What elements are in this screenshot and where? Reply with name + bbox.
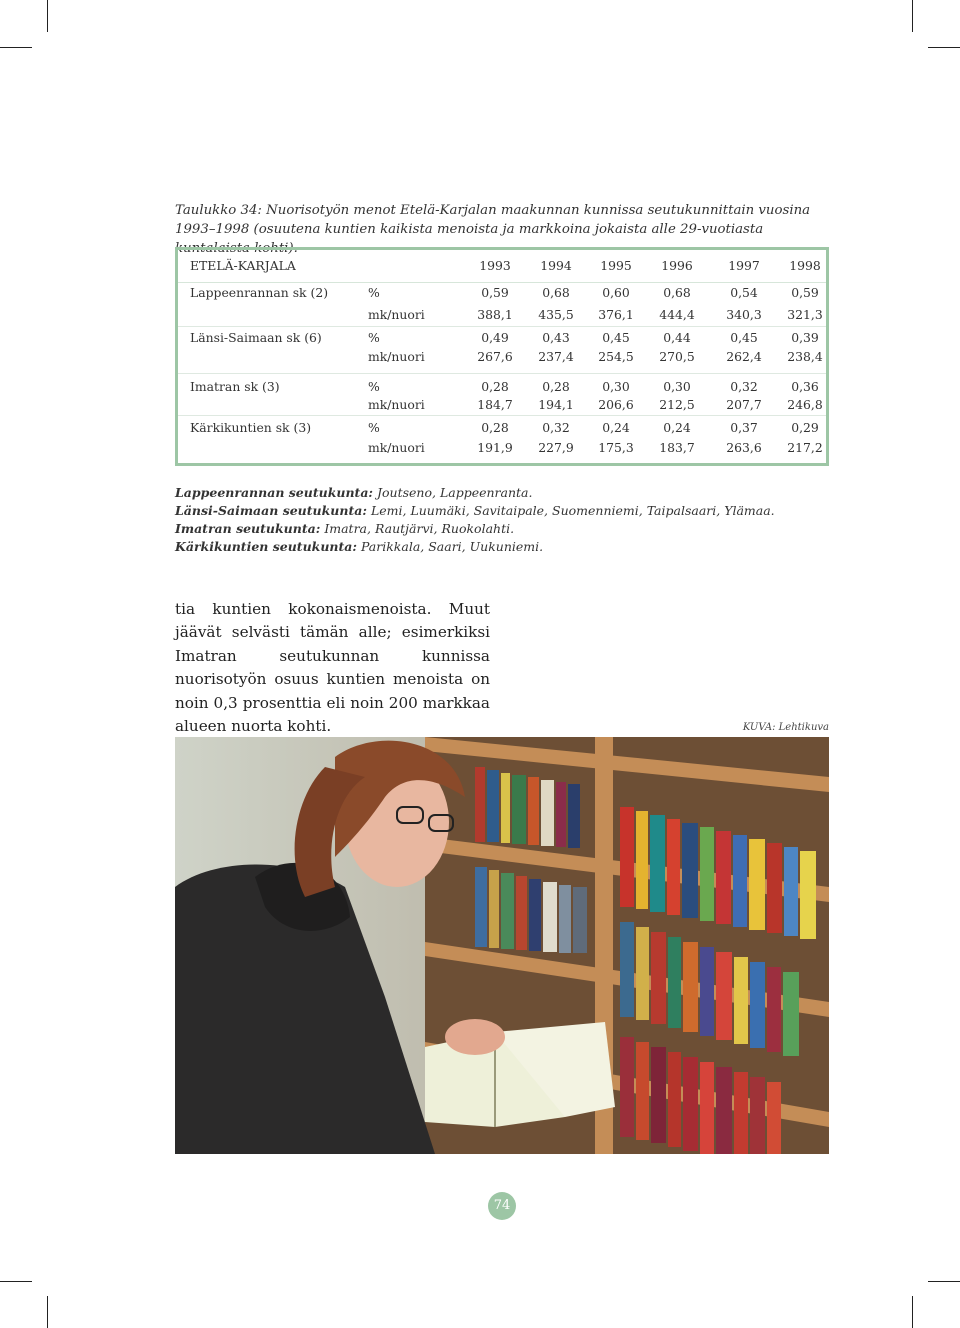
crop-mark bbox=[912, 0, 913, 32]
value-cell: 0,60 bbox=[602, 285, 630, 300]
value-cell: 0,37 bbox=[730, 420, 758, 435]
value-cell: 254,5 bbox=[598, 349, 634, 364]
value-cell: 175,3 bbox=[598, 440, 634, 455]
note-label: Länsi-Saimaan seutukunta: bbox=[175, 503, 367, 518]
value-cell: 0,43 bbox=[542, 330, 570, 345]
body-paragraph: tia kuntien kokonaismenoista. Muut jäävät selvästi tämän alle; esimerkiksi Imatran seutukunnan kunnissa nuorisotyön osuus kuntien menoista on noin 0,3 prosenttia eli noin 200 markkaa alueen nuorta kohti. bbox=[175, 600, 490, 736]
crop-mark bbox=[928, 1281, 960, 1282]
value-cell: 435,5 bbox=[538, 307, 574, 322]
unit-label: % bbox=[368, 420, 380, 435]
library-photo bbox=[175, 737, 829, 1154]
unit-label: % bbox=[368, 285, 380, 300]
value-cell: 238,4 bbox=[787, 349, 823, 364]
region-header: ETELÄ-KARJALA bbox=[190, 258, 296, 273]
unit-label: mk/nuori bbox=[368, 397, 425, 412]
crop-mark bbox=[0, 47, 32, 48]
page-number: 74 bbox=[488, 1192, 516, 1220]
value-cell: 206,6 bbox=[598, 397, 634, 412]
unit-label: mk/nuori bbox=[368, 440, 425, 455]
unit-label: % bbox=[368, 379, 380, 394]
value-cell: 0,28 bbox=[542, 379, 570, 394]
value-cell: 217,2 bbox=[787, 440, 823, 455]
value-cell: 0,32 bbox=[542, 420, 570, 435]
year-header: 1995 bbox=[600, 258, 632, 273]
year-header: 1998 bbox=[789, 258, 821, 273]
value-cell: 0,30 bbox=[602, 379, 630, 394]
value-cell: 388,1 bbox=[477, 307, 513, 322]
value-cell: 0,54 bbox=[730, 285, 758, 300]
value-cell: 207,7 bbox=[726, 397, 762, 412]
value-cell: 0,30 bbox=[663, 379, 691, 394]
value-cell: 227,9 bbox=[538, 440, 574, 455]
note-label: Imatran seutukunta: bbox=[175, 521, 321, 536]
value-cell: 0,49 bbox=[481, 330, 509, 345]
value-cell: 0,28 bbox=[481, 379, 509, 394]
value-cell: 0,24 bbox=[663, 420, 691, 435]
row-name: Kärkikuntien sk (3) bbox=[190, 420, 312, 435]
value-cell: 267,6 bbox=[477, 349, 513, 364]
crop-mark bbox=[47, 0, 48, 32]
value-cell: 321,3 bbox=[787, 307, 823, 322]
value-cell: 212,5 bbox=[659, 397, 695, 412]
value-cell: 194,1 bbox=[538, 397, 574, 412]
value-cell: 0,39 bbox=[791, 330, 819, 345]
value-cell: 0,68 bbox=[663, 285, 691, 300]
crop-mark bbox=[928, 47, 960, 48]
note-line bbox=[175, 502, 775, 520]
note-text: Lemi, Luumäki, Savitaipale, Suomenniemi, Taipalsaari, Ylämaa. bbox=[366, 503, 775, 518]
value-cell: 0,36 bbox=[791, 379, 819, 394]
value-cell: 184,7 bbox=[477, 397, 513, 412]
year-header: 1996 bbox=[661, 258, 693, 273]
crop-mark bbox=[0, 1281, 32, 1282]
photo-credit: KUVA: Lehtikuva bbox=[742, 722, 829, 733]
value-cell: 0,59 bbox=[791, 285, 819, 300]
note-line bbox=[175, 520, 775, 538]
note-label: Kärkikuntien seutukunta: bbox=[175, 539, 357, 554]
value-cell: 0,59 bbox=[481, 285, 509, 300]
value-cell: 444,4 bbox=[659, 307, 695, 322]
value-cell: 246,8 bbox=[787, 397, 823, 412]
note-line bbox=[175, 484, 775, 502]
value-cell: 0,29 bbox=[791, 420, 819, 435]
value-cell: 0,45 bbox=[730, 330, 758, 345]
value-cell: 270,5 bbox=[659, 349, 695, 364]
value-cell: 376,1 bbox=[598, 307, 634, 322]
value-cell: 0,68 bbox=[542, 285, 570, 300]
value-cell: 263,6 bbox=[726, 440, 762, 455]
value-cell: 340,3 bbox=[726, 307, 762, 322]
row-divider bbox=[178, 326, 826, 327]
value-cell: 0,45 bbox=[602, 330, 630, 345]
year-header: 1997 bbox=[728, 258, 760, 273]
row-name: Lappeenrannan sk (2) bbox=[190, 285, 329, 300]
note-text: Imatra, Rautjärvi, Ruokolahti. bbox=[320, 521, 515, 536]
unit-label: mk/nuori bbox=[368, 307, 425, 322]
crop-mark bbox=[912, 1296, 913, 1328]
unit-label: mk/nuori bbox=[368, 349, 425, 364]
year-header: 1993 bbox=[479, 258, 511, 273]
note-line bbox=[175, 538, 775, 556]
crop-mark bbox=[47, 1296, 48, 1328]
unit-label: % bbox=[368, 330, 380, 345]
value-cell: 0,28 bbox=[481, 420, 509, 435]
note-text: Parikkala, Saari, Uukuniemi. bbox=[356, 539, 544, 554]
data-table bbox=[175, 247, 829, 466]
row-name: Länsi-Saimaan sk (6) bbox=[190, 330, 322, 345]
value-cell: 0,24 bbox=[602, 420, 630, 435]
row-divider bbox=[178, 373, 826, 374]
row-name: Imatran sk (3) bbox=[190, 379, 280, 394]
year-header: 1994 bbox=[540, 258, 572, 273]
value-cell: 183,7 bbox=[659, 440, 695, 455]
note-label: Lappeenrannan seutukunta: bbox=[175, 485, 374, 500]
note-text: Joutseno, Lappeenranta. bbox=[373, 485, 533, 500]
value-cell: 0,44 bbox=[663, 330, 691, 345]
table-notes bbox=[175, 484, 775, 556]
value-cell: 262,4 bbox=[726, 349, 762, 364]
table-header bbox=[178, 250, 826, 283]
value-cell: 237,4 bbox=[538, 349, 574, 364]
table-caption: Taulukko 34: Nuorisotyön menot Etelä-Karjalan maakunnan kunnissa seutukunnittain vuosina 1993–1998 (osuutena kuntien kaikista menoista ja markkoina jokaista alle 29-vuotiasta kuntalaista kohti). bbox=[175, 203, 811, 256]
photo-illustration bbox=[175, 737, 829, 1154]
row-divider bbox=[178, 415, 826, 416]
value-cell: 191,9 bbox=[477, 440, 513, 455]
value-cell: 0,32 bbox=[730, 379, 758, 394]
